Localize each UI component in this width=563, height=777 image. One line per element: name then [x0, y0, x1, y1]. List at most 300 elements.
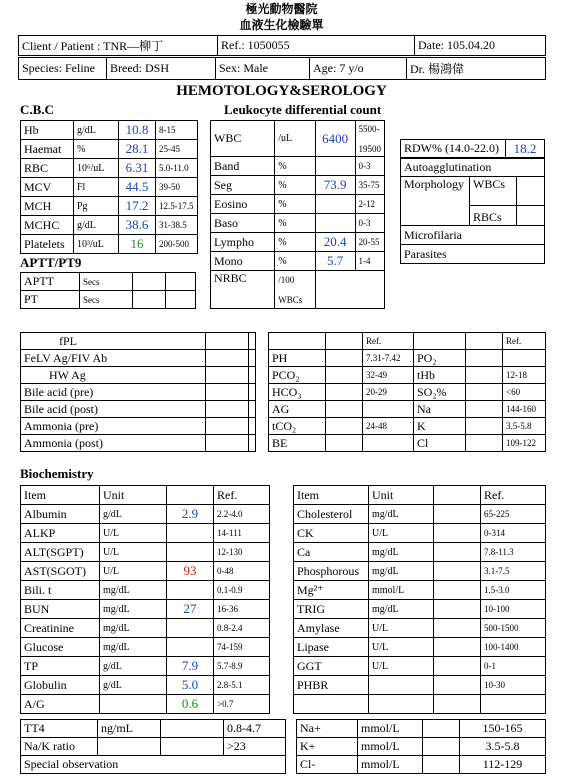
gas-value — [326, 384, 363, 401]
biochem-ref: 16-36 — [214, 600, 270, 619]
table-row — [294, 600, 546, 619]
table-row — [21, 756, 286, 774]
biochem-item: A/G — [21, 695, 100, 714]
table-row — [21, 197, 198, 216]
gas-item: AG — [269, 401, 326, 418]
bottom-value — [161, 738, 224, 756]
biochem-value — [434, 543, 481, 562]
table-row — [21, 401, 256, 418]
nrbc-unit — [275, 271, 316, 309]
table-row — [269, 367, 546, 384]
biochem-value — [167, 524, 214, 543]
biochem-value — [434, 600, 481, 619]
leuko-ref: 1-4 — [355, 252, 385, 271]
table-row — [21, 140, 198, 159]
special-observation: Special observation — [21, 756, 286, 774]
gas-value — [326, 350, 363, 367]
gas-value — [466, 384, 503, 401]
cbc-unit: g/dL — [74, 121, 119, 140]
table-row — [21, 216, 198, 235]
bottom-item: Na/K ratio — [21, 738, 98, 756]
biochem-value — [434, 638, 481, 657]
gas-ref-header-2: Ref. — [503, 333, 546, 350]
leuko-unit: % — [275, 195, 316, 214]
gas-value — [466, 350, 503, 367]
cbc-value: 44.5 — [119, 178, 156, 197]
gas-ref: 20-29 — [363, 384, 414, 401]
gas-item: tCO₂ — [269, 418, 326, 435]
aptt-ref — [166, 273, 196, 291]
sex-cell: Sex: Male — [216, 58, 310, 80]
biochem-unit — [369, 676, 434, 695]
biochem-item: ALT(SGPT) — [21, 543, 100, 562]
biochem-ref: 0.1-0.9 — [214, 581, 270, 600]
table-row — [21, 600, 270, 619]
leuko-ref: 2-12 — [355, 195, 385, 214]
table-row — [21, 720, 286, 738]
table-row — [21, 524, 270, 543]
bottom-ref: 0.8-4.7 — [224, 720, 286, 738]
cbc-ref: 8-15 — [156, 121, 198, 140]
cbc-item: Platelets — [21, 235, 74, 254]
electrolyte-item: K+ — [297, 738, 358, 756]
biochem-ref: 100-1400 — [481, 638, 546, 657]
biochem-unit-header: Unit — [369, 486, 434, 505]
table-row — [294, 619, 546, 638]
cbc-value: 17.2 — [119, 197, 156, 216]
biochem-value — [167, 638, 214, 657]
gas-value — [326, 401, 363, 418]
biochem-ref: 0-48 — [214, 562, 270, 581]
aptt-item: APTT — [21, 273, 80, 291]
rdw-label: RDW% (14.0-22.0) — [401, 140, 506, 158]
biochem-item: Lipase — [294, 638, 369, 657]
gas-item: K — [414, 418, 466, 435]
biochem-value — [167, 581, 214, 600]
gas-item: PCO₂ — [269, 367, 326, 384]
patient-info-table-2 — [18, 57, 546, 80]
hospital-name: 極光動物醫院 — [245, 2, 318, 16]
table-row — [21, 384, 256, 401]
cbc-unit: % — [74, 140, 119, 159]
cbc-value: 10.8 — [119, 121, 156, 140]
bottom-item: TT4 — [21, 720, 98, 738]
wbc-ref-high: 19500 — [358, 143, 381, 154]
gas-item: PO₂ — [414, 350, 466, 367]
age-cell: Age: 7 y/o — [310, 58, 407, 80]
leuko-value: 20.4 — [315, 233, 355, 252]
electrolyte-item: Cl- — [297, 756, 358, 774]
biochem-unit: mg/dL — [369, 600, 434, 619]
table-row — [211, 252, 385, 271]
table-row — [21, 505, 270, 524]
serology-item: Bile acid (pre) — [21, 384, 206, 401]
leuko-item: Lympho — [211, 233, 275, 252]
leuko-ref: 0-3 — [355, 157, 385, 176]
cbc-value: 38.6 — [119, 216, 156, 235]
biochem-unit: mg/dL — [369, 505, 434, 524]
date-cell: Date: 105.04.20 — [415, 36, 546, 56]
biochem-unit: U/L — [369, 657, 434, 676]
biochem-unit: U/L — [100, 562, 167, 581]
leuko-unit: % — [275, 214, 316, 233]
biochem-item: Albumin — [21, 505, 100, 524]
gas-item: PH — [269, 350, 326, 367]
leuko-title: Leukocyte differential count — [224, 102, 382, 117]
leuko-unit: % — [275, 176, 316, 195]
biochem-right-table — [293, 485, 546, 714]
biochem-value — [434, 619, 481, 638]
biochem-item: TP — [21, 657, 100, 676]
breed-cell: Breed: DSH — [107, 58, 216, 80]
leuko-value — [315, 157, 355, 176]
table-row — [21, 178, 198, 197]
biochem-unit: g/dL — [100, 676, 167, 695]
table-row — [269, 401, 546, 418]
biochem-unit: U/L — [369, 524, 434, 543]
gas-value-header — [326, 333, 363, 350]
table-row — [211, 176, 385, 195]
cbc-ref: 12.5-17.5 — [156, 197, 198, 216]
table-row — [294, 562, 546, 581]
aptt-value — [133, 273, 166, 291]
table-row — [297, 720, 546, 738]
biochem-ref — [481, 695, 546, 714]
serology-item: fPL — [21, 333, 206, 350]
main-title: HEMOTOLOGY&SEROLOGY — [176, 83, 387, 99]
serology-value — [205, 367, 248, 384]
bottom-unit — [98, 738, 161, 756]
biochem-unit: mg/dL — [100, 600, 167, 619]
electrolyte-ref: 150-165 — [460, 720, 546, 738]
table-row — [294, 695, 546, 714]
cbc-item: MCHC — [21, 216, 74, 235]
table-row — [21, 657, 270, 676]
leuko-item: Eosino — [211, 195, 275, 214]
leuko-ref: 20-55 — [355, 233, 385, 252]
table-row — [21, 273, 196, 291]
wbc-unit: /uL — [275, 121, 316, 157]
table-row — [21, 581, 270, 600]
morphology-rbcs: RBCs — [470, 206, 517, 226]
cbc-ref: 200-500 — [156, 235, 198, 254]
biochem-value — [167, 619, 214, 638]
table-row — [21, 121, 198, 140]
table-row — [294, 505, 546, 524]
species-cell: Species: Feline — [19, 58, 107, 80]
biochem-ref: 14-111 — [214, 524, 270, 543]
biochem-value — [434, 695, 481, 714]
morphology-label: Morphology — [401, 177, 470, 226]
biochem-unit: mg/dL — [100, 638, 167, 657]
biochem-value — [434, 524, 481, 543]
bottom-value — [161, 720, 224, 738]
table-row — [21, 350, 256, 367]
leuko-ref: 0-3 — [355, 214, 385, 233]
biochem-ref: 7.8-11.3 — [481, 543, 546, 562]
table-row — [21, 638, 270, 657]
biochem-item: AST(SGOT) — [21, 562, 100, 581]
table-row — [21, 695, 270, 714]
electrolyte-value — [423, 756, 460, 774]
electrolyte-item: Na+ — [297, 720, 358, 738]
rdw-table — [400, 139, 545, 158]
autoagglutination: Autoagglutination — [401, 159, 545, 177]
biochem-ref: 10-100 — [481, 600, 546, 619]
biochem-item: CK — [294, 524, 369, 543]
aptt-unit: Secs — [80, 273, 133, 291]
biochem-item: PHBR — [294, 676, 369, 695]
leuko-ref: 35-75 — [355, 176, 385, 195]
biochem-unit: g/dL — [100, 657, 167, 676]
leuko-item: Baso — [211, 214, 275, 233]
biochem-ref: 2.8-5.1 — [214, 676, 270, 695]
nrbc-unit-1: /100 — [278, 274, 295, 285]
serology-item: Ammonia (post) — [21, 435, 206, 452]
biochem-item: Cholesterol — [294, 505, 369, 524]
table-row — [21, 543, 270, 562]
gas-ref — [363, 401, 414, 418]
biochem-value-header — [167, 486, 214, 505]
leuko-unit: % — [275, 252, 316, 271]
biochem-ref: 2.2-4.0 — [214, 505, 270, 524]
nrbc-label: NRBC — [211, 271, 275, 309]
biochem-header-row — [21, 486, 270, 505]
gas-item: Cl — [414, 435, 466, 452]
serology-table — [20, 332, 256, 452]
serology-ref — [249, 435, 256, 452]
cbc-item: RBC — [21, 159, 74, 178]
leuko-unit: % — [275, 157, 316, 176]
biochem-ref: 74-159 — [214, 638, 270, 657]
biochem-item: Amylase — [294, 619, 369, 638]
cbc-value: 28.1 — [119, 140, 156, 159]
gas-item: tHb — [414, 367, 466, 384]
biochem-item: Glucose — [21, 638, 100, 657]
biochem-unit — [100, 695, 167, 714]
gas-item-header-2 — [414, 333, 466, 350]
cbc-item: MCH — [21, 197, 74, 216]
biochem-value-header — [434, 486, 481, 505]
biochem-value: 27 — [167, 600, 214, 619]
serology-value — [205, 333, 248, 350]
biochem-value — [434, 505, 481, 524]
gas-value — [326, 418, 363, 435]
morphology-table — [400, 158, 545, 264]
table-row — [269, 435, 546, 452]
biochem-item-header: Item — [21, 486, 100, 505]
table-row — [21, 159, 198, 178]
cbc-ref: 5.0-11.0 — [156, 159, 198, 178]
cbc-unit: Fl — [74, 178, 119, 197]
table-row — [294, 676, 546, 695]
biochem-value: 2.9 — [167, 505, 214, 524]
leuko-value: 5.7 — [315, 252, 355, 271]
leuko-table — [210, 120, 385, 309]
biochem-value — [434, 676, 481, 695]
gas-ref: <60 — [503, 384, 546, 401]
gas-value — [326, 367, 363, 384]
biochem-item-header: Item — [294, 486, 369, 505]
cbc-ref: 39-50 — [156, 178, 198, 197]
biochem-unit: mmol/L — [369, 581, 434, 600]
biochem-unit: mg/dL — [100, 619, 167, 638]
table-row — [294, 524, 546, 543]
serology-value — [205, 435, 248, 452]
serology-item: Ammonia (pre) — [21, 418, 206, 435]
table-row — [21, 235, 198, 254]
serology-value — [205, 401, 248, 418]
biochem-ref-header: Ref. — [481, 486, 546, 505]
cbc-table — [20, 120, 198, 254]
cbc-item: MCV — [21, 178, 74, 197]
cbc-unit: g/dL — [74, 216, 119, 235]
biochem-value — [167, 543, 214, 562]
nrbc-unit-2: WBCs — [278, 294, 303, 305]
bottom-left-table — [20, 719, 286, 774]
biochem-item: ALKP — [21, 524, 100, 543]
aptt-table — [20, 272, 196, 309]
aptt-item: PT — [21, 291, 80, 309]
serology-value — [205, 350, 248, 367]
morphology-wbcs: WBCs — [470, 177, 517, 206]
biochem-value — [434, 562, 481, 581]
biochem-value: 93 — [167, 562, 214, 581]
gas-table — [268, 332, 546, 452]
cbc-ref: 31-38.5 — [156, 216, 198, 235]
cbc-unit: Pg — [74, 197, 119, 216]
biochem-left-table — [20, 485, 270, 714]
biochem-unit: mg/dL — [100, 581, 167, 600]
serology-ref — [249, 418, 256, 435]
biochem-ref: 1.5-3.0 — [481, 581, 546, 600]
biochem-unit: U/L — [100, 524, 167, 543]
gas-ref — [503, 350, 546, 367]
table-row — [269, 384, 546, 401]
serology-ref — [249, 333, 256, 350]
biochem-item: GGT — [294, 657, 369, 676]
table-row — [297, 738, 546, 756]
table-row — [21, 676, 270, 695]
gas-ref: 24-48 — [363, 418, 414, 435]
microfilaria: Microfilaria — [401, 226, 545, 245]
table-row — [211, 233, 385, 252]
biochem-item: BUN — [21, 600, 100, 619]
biochem-ref-header: Ref. — [214, 486, 270, 505]
aptt-ref — [166, 291, 196, 309]
gas-ref: 12-18 — [503, 367, 546, 384]
gas-ref: 7.31-7.42 — [363, 350, 414, 367]
table-row — [269, 350, 546, 367]
bottom-unit: ng/mL — [98, 720, 161, 738]
biochem-ref: >0.7 — [214, 695, 270, 714]
electrolyte-ref: 112-129 — [460, 756, 546, 774]
biochem-unit: U/L — [369, 638, 434, 657]
aptt-value — [133, 291, 166, 309]
table-row — [211, 195, 385, 214]
gas-value — [326, 435, 363, 452]
table-row — [21, 333, 256, 350]
biochem-item: Ca — [294, 543, 369, 562]
biochem-value: 5.0 — [167, 676, 214, 695]
gas-value — [466, 401, 503, 418]
biochem-ref: 500-1500 — [481, 619, 546, 638]
serology-value — [205, 384, 248, 401]
gas-ref: 144-160 — [503, 401, 546, 418]
client-cell: Client / Patient : TNR—柳丁 — [19, 36, 218, 56]
leuko-item: Mono — [211, 252, 275, 271]
biochem-item: Phosphorous — [294, 562, 369, 581]
gas-item: BE — [269, 435, 326, 452]
biochem-item: Mg²⁺ — [294, 581, 369, 600]
gas-item: HCO₃ — [269, 384, 326, 401]
table-row — [294, 543, 546, 562]
aptt-title: APTT/PT9 — [20, 255, 82, 270]
serology-ref — [249, 384, 256, 401]
biochem-value: 7.9 — [167, 657, 214, 676]
biochem-unit: g/dL — [100, 505, 167, 524]
leuko-item: Seg — [211, 176, 275, 195]
table-row — [21, 435, 256, 452]
bottom-right-table — [296, 719, 546, 774]
gas-ref: 3.5-5.8 — [503, 418, 546, 435]
table-row — [21, 562, 270, 581]
gas-ref-header: Ref. — [363, 333, 414, 350]
biochem-value — [434, 581, 481, 600]
gas-value-header-2 — [466, 333, 503, 350]
doctor-cell: Dr. 楊鴻偉 — [407, 58, 546, 80]
leuko-unit: % — [275, 233, 316, 252]
biochem-item: Globulin — [21, 676, 100, 695]
wbc-value: 6400 — [315, 121, 355, 157]
biochem-ref: 65-225 — [481, 505, 546, 524]
biochem-ref: 10-30 — [481, 676, 546, 695]
aptt-unit: Secs — [80, 291, 133, 309]
cbc-unit: 10³/uL — [74, 235, 119, 254]
biochem-value: 0.6 — [167, 695, 214, 714]
biochem-item — [294, 695, 369, 714]
patient-info-table — [18, 35, 546, 56]
electrolyte-unit: mmol/L — [358, 720, 423, 738]
leuko-value — [315, 195, 355, 214]
biochem-ref: 5.7-8.9 — [214, 657, 270, 676]
biochem-item: Creatinine — [21, 619, 100, 638]
leuko-value: 73.9 — [315, 176, 355, 195]
biochem-ref: 0-314 — [481, 524, 546, 543]
table-row — [211, 214, 385, 233]
biochem-header-row — [294, 486, 546, 505]
biochem-unit: mg/dL — [369, 543, 434, 562]
rdw-value: 18.2 — [506, 140, 545, 158]
biochem-ref: 0.8-2.4 — [214, 619, 270, 638]
table-row — [21, 291, 196, 309]
biochem-value — [434, 657, 481, 676]
serology-item: FeLV Ag/FIV Ab — [21, 350, 206, 367]
cbc-ref: 25-45 — [156, 140, 198, 159]
table-row — [21, 418, 256, 435]
gas-item-header — [269, 333, 326, 350]
biochem-title: Biochemistry — [20, 466, 94, 481]
cbc-value: 16 — [119, 235, 156, 254]
serology-ref — [249, 401, 256, 418]
table-row — [297, 756, 546, 774]
table-row — [294, 581, 546, 600]
wbc-ref-low: 5500- — [358, 123, 380, 134]
cbc-item: Hb — [21, 121, 74, 140]
serology-ref — [249, 367, 256, 384]
cbc-value: 6.31 — [119, 159, 156, 178]
gas-ref — [363, 435, 414, 452]
